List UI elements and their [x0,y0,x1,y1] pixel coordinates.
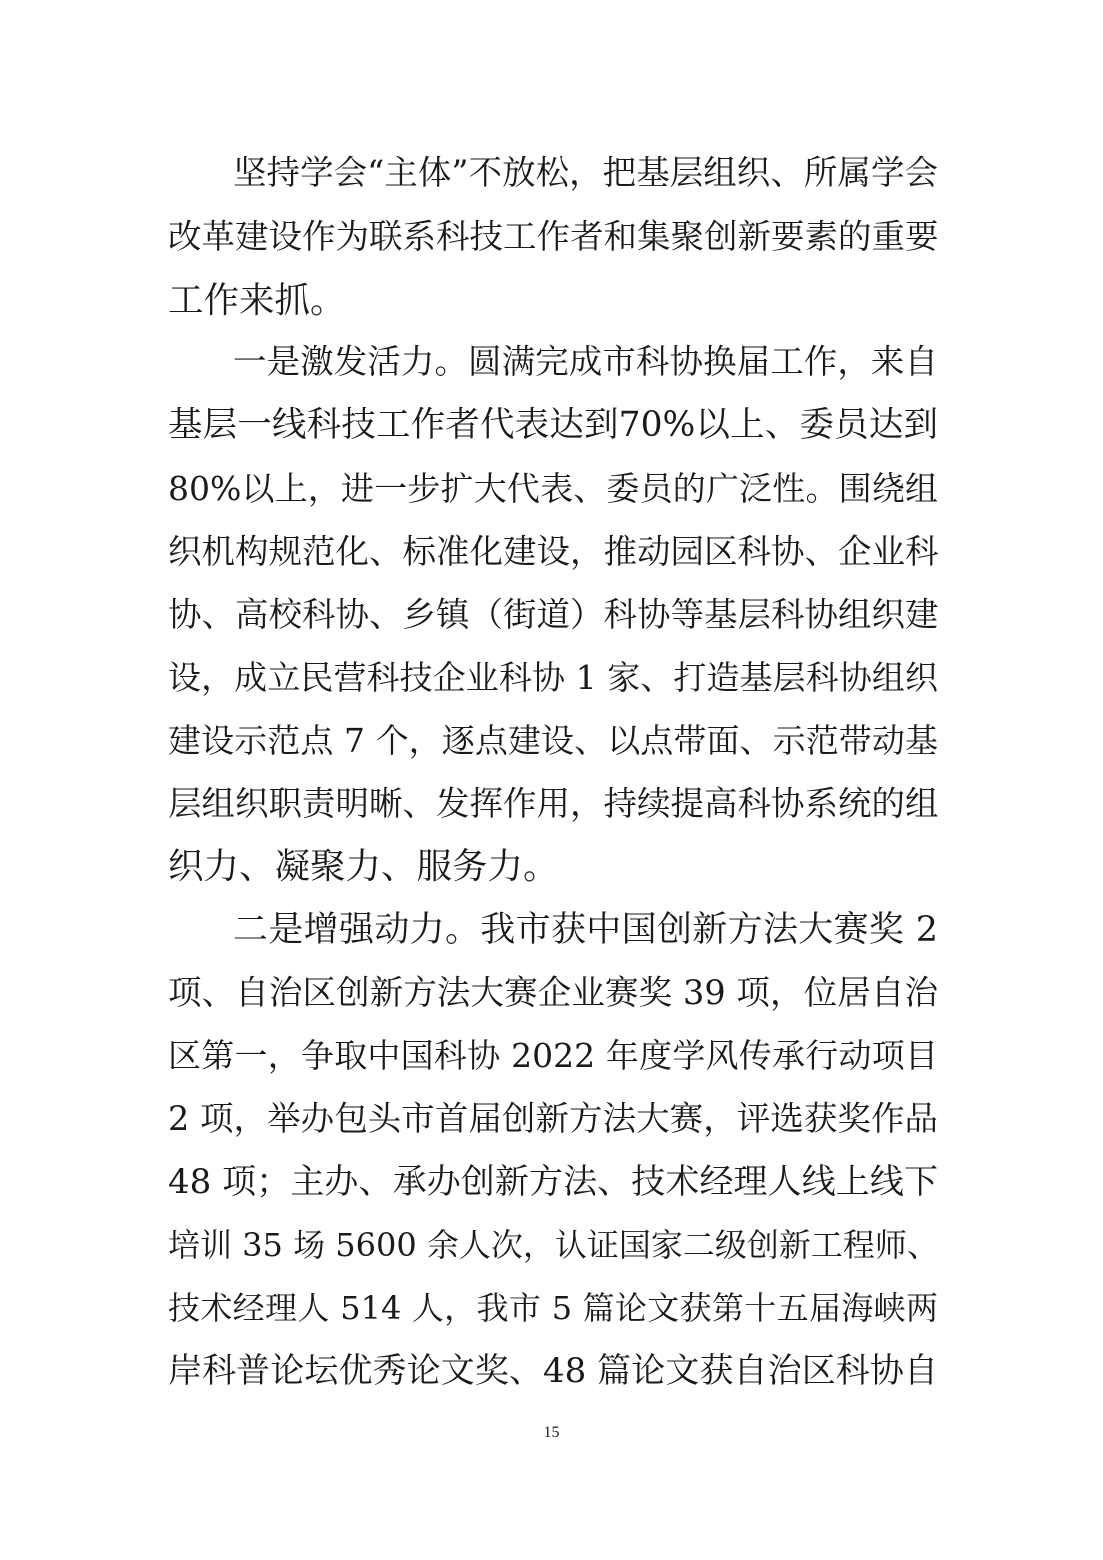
paragraph-line: 项、自治区创新方法大赛企业赛奖 39 项，位居自治 [168,973,938,1012]
paragraph-line: 一是激发活力。圆满完成市科协换届工作，来自 [233,342,938,381]
paragraph-line: 设，成立民营科技企业科协 1 家、打造基层科协组织 [168,658,938,697]
paragraph-line: 技术经理人 514 人，我市 5 篇论文获第十五届海峡两 [168,1289,938,1327]
paragraph-line: 改革建设作为联系科技工作者和集聚创新要素的重要 [168,217,939,256]
paragraph-line: 协、高校科协、乡镇（街道）科协等基层科协组织建 [168,595,939,634]
paragraph-line: 织机构规范化、标准化建设，推动园区科协、企业科 [168,532,939,571]
paragraph-line: 坚持学会“主体”不放松，把基层组织、所属学会 [233,153,938,192]
paragraph-line: 区第一，争取中国科协 2022 年度学风传承行动项目 [168,1036,938,1075]
paragraph-line: 岸科普论坛优秀论文奖、48 篇论文获自治区科协自 [168,1351,938,1391]
paragraph-line: 织力、凝聚力、服务力。 [168,846,559,887]
paragraph-line: 二是增强动力。我市获中国创新方法大赛奖 2 [233,910,938,950]
paragraph-line: 48 项；主办、承办创新方法、技术经理人线上线下 [168,1162,938,1202]
paragraph-line: 培训 35 场 5600 余人次，认证国家二级创新工程师、 [168,1226,939,1264]
paragraph-line: 建设示范点 7 个，逐点建设、以点带面、示范带动基 [168,721,938,760]
paragraph-line: 2 项，举办包头市首届创新方法大赛，评选获奖作品 [168,1099,938,1138]
paragraph-line: 层组织职责明晰、发挥作用，持续提高科协系统的组 [168,784,939,823]
page-number: 15 [543,1424,560,1441]
paragraph-line: 基层一线科技工作者代表达到70%以上、委员达到 [168,405,938,445]
paragraph-line: 工作来抓。 [168,280,346,321]
paragraph-line: 80%以上，进一步扩大代表、委员的广泛性。围绕组 [168,469,938,508]
